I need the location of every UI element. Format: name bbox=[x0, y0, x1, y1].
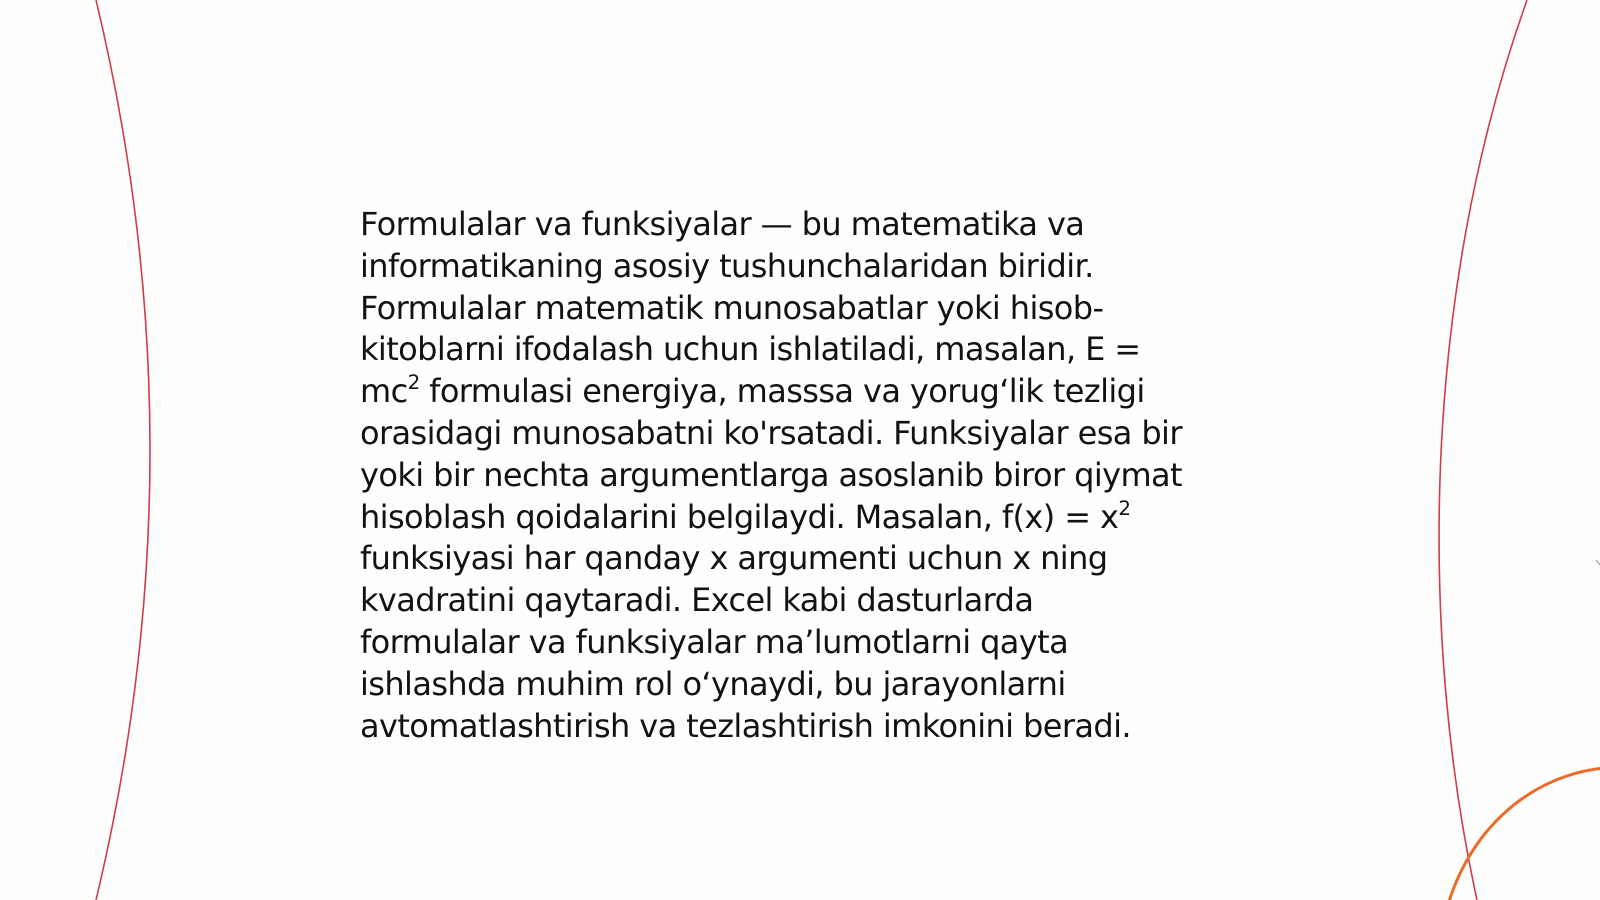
paragraph-line: funksiyasi har qanday x argumenti uchun x ning bbox=[360, 539, 1108, 578]
superscript-two: 2 bbox=[407, 371, 420, 395]
formula-mc: mc bbox=[360, 372, 408, 411]
left-red-arc bbox=[96, 0, 150, 900]
paragraph-line: Formulalar va funksiyalar — bu matematika va bbox=[360, 205, 1085, 243]
body-paragraph bbox=[360, 204, 1250, 747]
paragraph-line-rest: formulasi energiya, masssa va yorugʻlik tezligi bbox=[419, 372, 1145, 411]
orange-circle-arc bbox=[1448, 768, 1600, 900]
paragraph-line: informatikaning asosiy tushunchalaridan biridir. bbox=[360, 246, 1094, 285]
paragraph-line: kvadratini qaytaradi. Excel kabi dasturlarda bbox=[360, 581, 1034, 620]
small-gray-tick bbox=[1596, 560, 1600, 565]
paragraph-line: formulalar va funksiyalar maʼlumotlarni qayta bbox=[360, 622, 1069, 661]
paragraph-line-formula bbox=[360, 371, 1250, 413]
paragraph-line: kitoblarni ifodalash uchun ishlatiladi, masalan, E = bbox=[360, 330, 1141, 369]
paragraph-line: orasidagi munosabatni ko'rsatadi. Funksiyalar esa bir bbox=[360, 413, 1182, 452]
paragraph-line: Formulalar matematik munosabatlar yoki hisob- bbox=[360, 288, 1104, 327]
paragraph-line: ishlashda muhim rol oʻynaydi, bu jarayonlarni bbox=[360, 664, 1066, 703]
right-red-arc bbox=[1439, 0, 1527, 900]
superscript-two: 2 bbox=[1118, 496, 1131, 520]
paragraph-line-start: hisoblash qoidalarini belgilaydi. Masalan, f(x) = x bbox=[360, 497, 1119, 536]
paragraph-line: yoki bir nechta argumentlarga asoslanib biror qiymat bbox=[360, 455, 1183, 494]
paragraph-line: avtomatlashtirish va tezlashtirish imkonini beradi. bbox=[360, 706, 1131, 745]
paragraph-line-function bbox=[360, 497, 1250, 539]
